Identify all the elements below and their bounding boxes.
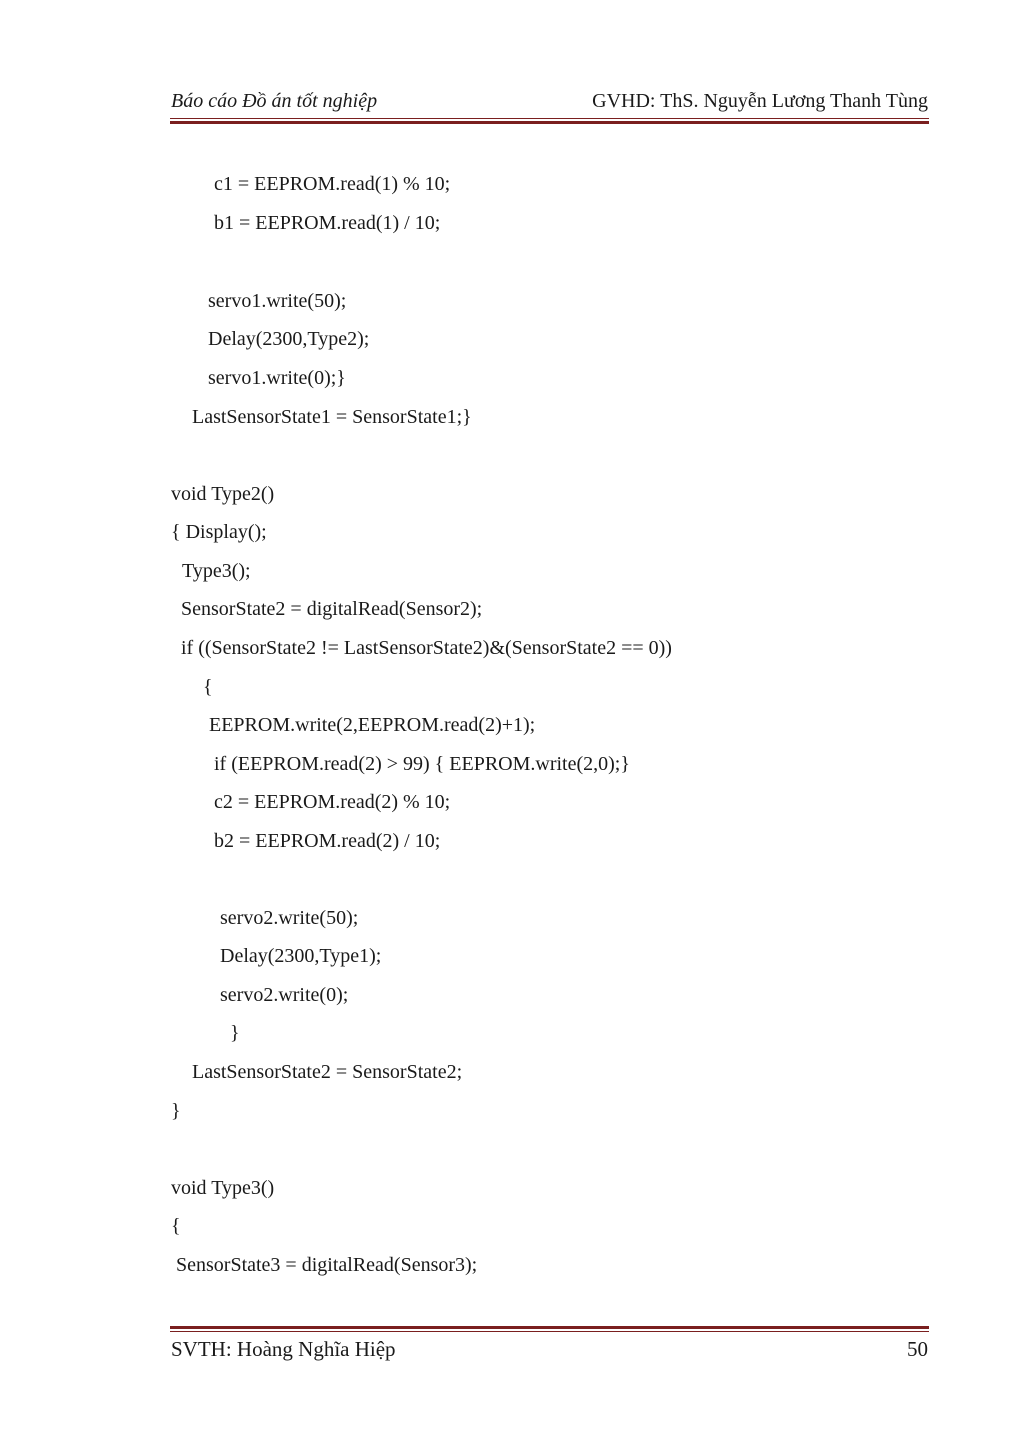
code-line: { — [203, 676, 213, 698]
footer-divider-thick — [170, 1326, 929, 1329]
footer-divider-thin — [170, 1331, 929, 1332]
code-line: Delay(2300,Type1); — [220, 945, 382, 967]
code-line: EEPROM.write(2,EEPROM.read(2)+1); — [209, 714, 536, 736]
report-title: Báo cáo Đồ án tốt nghiệp — [171, 90, 378, 112]
code-line: c1 = EEPROM.read(1) % 10; — [214, 173, 451, 195]
code-line: b1 = EEPROM.read(1) / 10; — [214, 212, 441, 234]
code-line: Delay(2300,Type2); — [208, 328, 370, 350]
code-line: SensorState3 = digitalRead(Sensor3); — [176, 1254, 478, 1276]
student-name: SVTH: Hoàng Nghĩa Hiệp — [171, 1337, 396, 1361]
code-line: } — [171, 1100, 181, 1122]
code-line: void Type3() — [171, 1177, 275, 1199]
header-divider-thick — [170, 121, 929, 124]
code-line: { Display(); — [171, 521, 267, 543]
code-line: b2 = EEPROM.read(2) / 10; — [214, 830, 441, 852]
code-line: LastSensorState1 = SensorState1;} — [192, 406, 472, 428]
supervisor-name: GVHD: ThS. Nguyễn Lương Thanh Tùng — [592, 90, 928, 112]
code-line: if ((SensorState2 != LastSensorState2)&(SensorState2 == 0)) — [181, 637, 672, 659]
header-divider-thin — [170, 118, 929, 119]
code-line: servo2.write(0); — [220, 984, 349, 1006]
code-line: LastSensorState2 = SensorState2; — [192, 1061, 463, 1083]
code-line: c2 = EEPROM.read(2) % 10; — [214, 791, 451, 813]
code-line: servo1.write(0);} — [208, 367, 346, 389]
code-line: } — [230, 1022, 240, 1044]
code-line: { — [171, 1215, 181, 1237]
code-line: Type3(); — [182, 560, 251, 582]
code-line: if (EEPROM.read(2) > 99) { EEPROM.write(2,0);} — [214, 753, 630, 775]
page-number: 50 — [907, 1337, 928, 1361]
code-line: servo2.write(50); — [220, 907, 359, 929]
code-line: void Type2() — [171, 483, 275, 505]
code-line: SensorState2 = digitalRead(Sensor2); — [181, 598, 483, 620]
code-line: servo1.write(50); — [208, 290, 347, 312]
